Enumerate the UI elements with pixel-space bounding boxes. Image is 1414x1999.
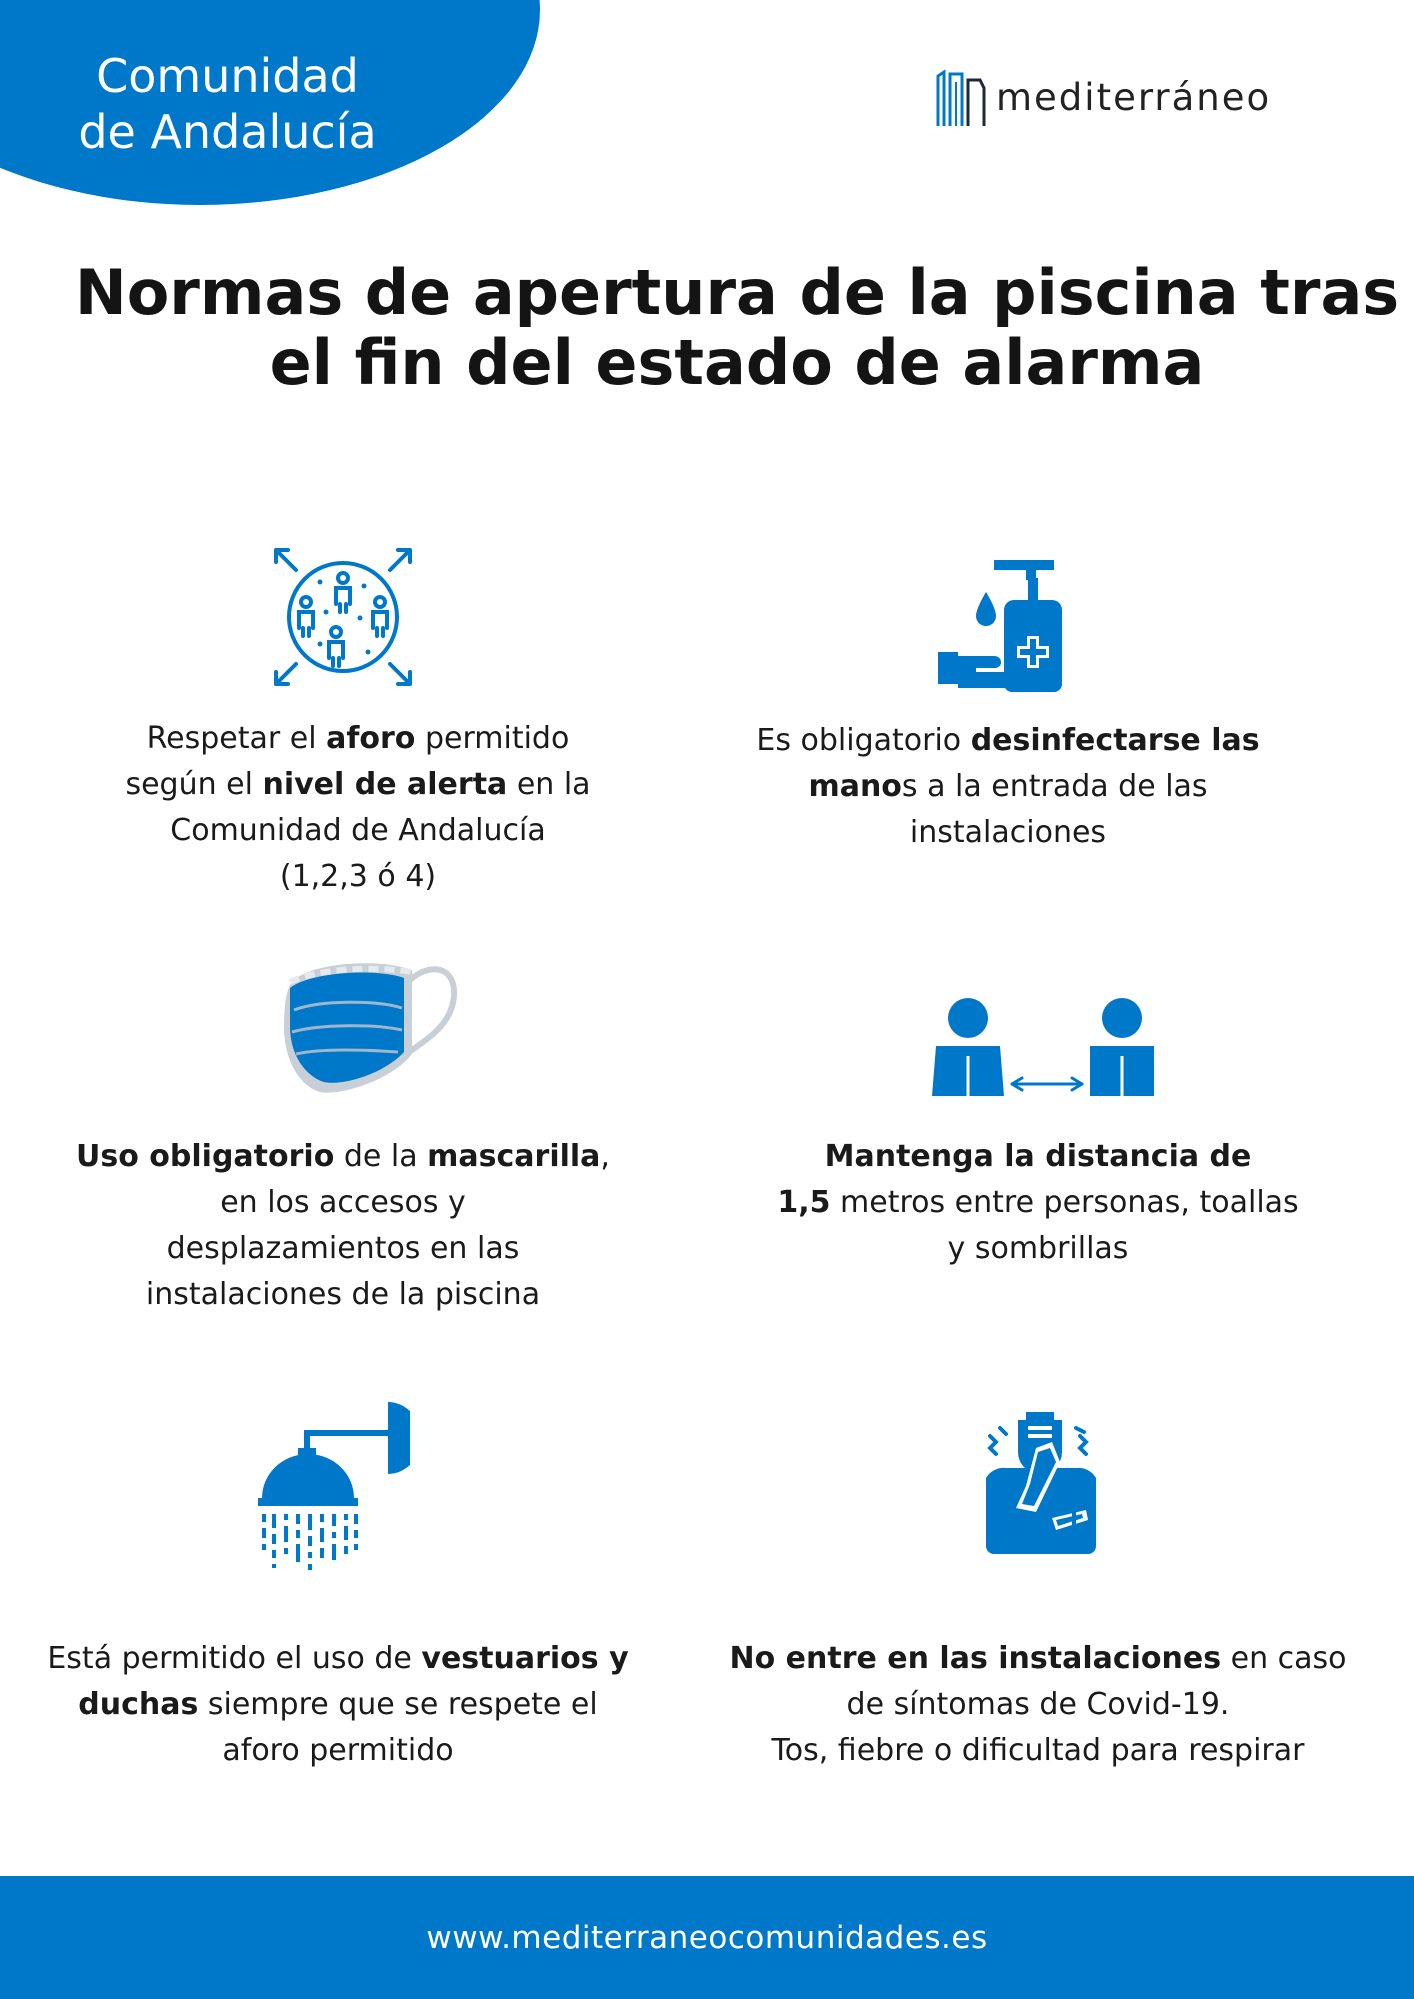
rule-text-run: en los accesos y [220,1185,466,1220]
rule-text-line [20,1728,656,1774]
shower-icon [258,1402,410,1578]
rule-text-bold-run: vestuarios y [421,1641,629,1676]
rule-text-run: (1,2,3 ó 4) [279,859,437,894]
sick-person-icon [976,1412,1106,1558]
rule-text-line [740,1226,1336,1272]
rule-text-bold-run: Uso obligatorio [76,1139,335,1174]
footer-bar [0,1876,1414,1999]
logo-text: mediterráneo [996,75,1272,119]
rule-text-bold-run: Mantenga la distancia de [824,1139,1252,1174]
rule-text-bold-run: desinfectarse las [970,723,1260,758]
rule-text-run: de síntomas de Covid-19. [846,1687,1230,1722]
crowd-capacity-icon [272,546,414,688]
rule-text-line [60,854,656,900]
rule-text-run: de la [334,1139,428,1174]
rule-text-line [50,1134,636,1180]
rule-text-line [50,1180,636,1226]
rule-text-run: en la [507,767,591,802]
rule-text-line [730,764,1286,810]
rule-text-run: y sombrillas [947,1231,1129,1266]
hand-sanitizer-icon [936,556,1078,696]
rule-text-run: según el [125,767,263,802]
page-title-line2: el fin del estado de alarma [269,326,1205,399]
rule-text-line [20,1636,656,1682]
rule-text-line [20,1682,656,1728]
rule-text-run: Está permitido el uso de [47,1641,422,1676]
rule-text-bold-run: 1,5 [777,1185,831,1220]
rule-text-run: aforo permitido [222,1733,454,1768]
rule-sanitizer-text [730,718,1286,856]
rule-text-run: s a la entrada de las [901,769,1208,804]
rule-text-line [60,716,656,762]
rule-text-run: metros entre personas, toallas [830,1185,1299,1220]
rule-shower-text [20,1636,656,1774]
rule-text-run: instalaciones de la piscina [145,1277,541,1312]
rule-text-line [720,1636,1356,1682]
rule-distance-text [740,1134,1336,1272]
rule-text-run: desplazamientos en las [166,1231,520,1266]
rule-mask-text [50,1134,636,1318]
rule-text-line [720,1682,1356,1728]
region-label-line2: de Andalucía [78,105,377,159]
page-title [40,258,1414,398]
rule-text-bold-run: aforo [326,721,416,756]
social-distance-icon [926,996,1158,1096]
rule-text-run: Es obligatorio [756,723,971,758]
rule-text-run: instalaciones [909,815,1107,850]
rule-text-run: , [600,1139,610,1174]
rule-text-bold-run: duchas [78,1687,199,1722]
rule-text-line [720,1728,1356,1774]
rule-text-line [50,1226,636,1272]
rule-text-line [740,1134,1336,1180]
rule-symptoms-text [720,1636,1356,1774]
building-logo-icon [932,68,990,130]
rule-capacity-text [60,716,656,900]
rule-text-line [60,808,656,854]
rule-text-run: Comunidad de Andalucía [170,813,546,848]
rule-text-run: en caso [1221,1641,1347,1676]
page-title-line1: Normas de apertura de la piscina tras [74,256,1400,329]
rule-text-bold-run: mascarilla [427,1139,601,1174]
logo [932,68,1271,130]
rule-text-line [60,762,656,808]
rule-text-run: Tos, fiebre o dificultad para respirar [771,1733,1305,1768]
face-mask-icon [280,956,460,1096]
rule-text-bold-run: nivel de alerta [262,767,508,802]
website-link[interactable]: www.mediterraneocomunidades.es [426,1919,988,1956]
rule-text-run: siempre que se respete el [198,1687,598,1722]
region-label [0,48,455,160]
rule-text-run: Respetar el [146,721,327,756]
rule-text-line [50,1272,636,1318]
rule-text-run: permitido [415,721,570,756]
rule-text-bold-run: No entre en las instalaciones [729,1641,1222,1676]
region-label-line1: Comunidad [96,49,359,103]
rule-text-line [730,810,1286,856]
rule-text-line [730,718,1286,764]
rule-text-bold-run: mano [808,769,902,804]
rule-text-line [740,1180,1336,1226]
